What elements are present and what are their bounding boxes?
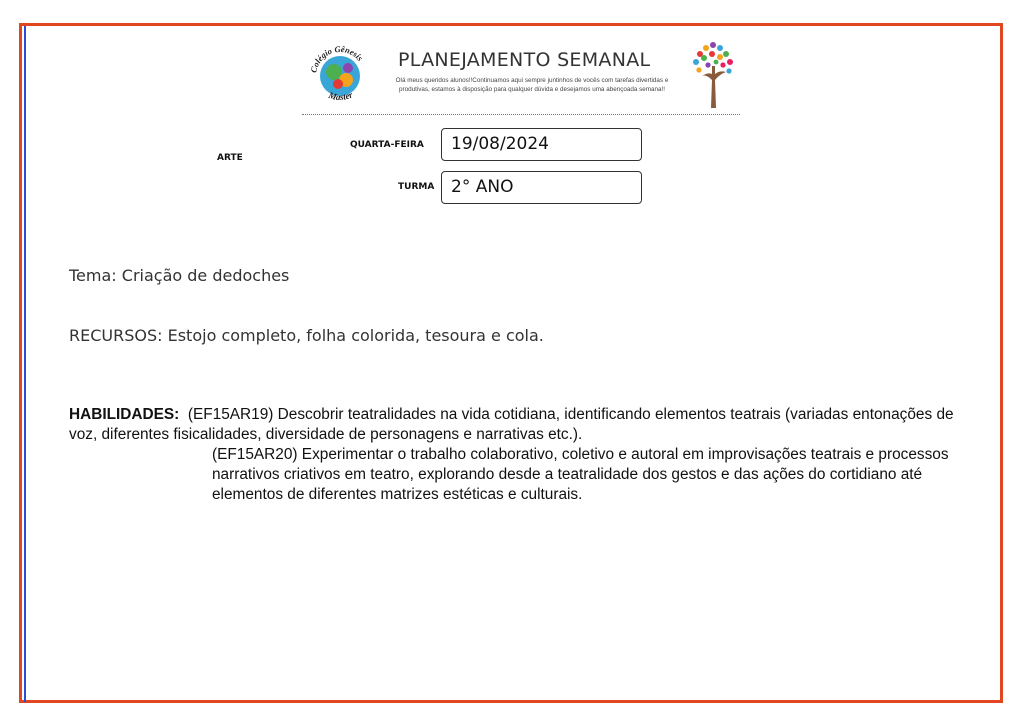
planner-title: PLANEJAMENTO SEMANAL — [398, 49, 651, 71]
date-field: 19/08/2024 — [441, 128, 642, 161]
document-header — [302, 40, 740, 115]
class-label: TURMA — [398, 182, 435, 192]
planner-subtitle: Olá meus queridos alunos!!Continuamos aqui sempre juntinhos de vocês com tarefas divertidas e produtivas, estamos à disposição para qualquer dúvida e desejamos uma abençoada semana!! — [395, 77, 669, 93]
skill-ef15ar20-text: (EF15AR20) Experimentar o trabalho colaborativo, coletivo e autoral em improvisações teatrais e processos narrativos criativos em teatro, explorando desde a teatralidade dos gestos e das ações do cortidiano até elementos de diferentes matrizes estéticas e culturais. — [212, 446, 949, 503]
skills-label: HABILIDADES: — [69, 406, 180, 423]
skills-section — [69, 405, 969, 505]
tree-icon — [690, 40, 736, 110]
subject-label: ARTE — [217, 153, 243, 163]
logo-text-top: Colégio Gênesis — [308, 43, 366, 74]
logo-text-bottom: Master — [327, 89, 354, 103]
skill-ef15ar19-text: (EF15AR19) Descobrir teatralidades na vida cotidiana, identificando elementos teatrais (variadas entonações de voz, diferentes fisicalidades, diversidade de personagens e narrativas etc.). — [69, 406, 954, 443]
class-field: 2° ANO — [441, 171, 642, 204]
theme-text: Tema: Criação de dedoches — [69, 266, 290, 285]
margin-line — [24, 26, 26, 702]
resources-text: RECURSOS: Estojo completo, folha colorida, tesoura e cola. — [69, 326, 544, 345]
page-border — [19, 23, 1003, 703]
day-label: QUARTA-FEIRA — [350, 140, 424, 150]
skill-ef15ar19 — [69, 405, 969, 445]
school-logo — [308, 42, 372, 112]
skill-ef15ar20 — [69, 445, 969, 505]
